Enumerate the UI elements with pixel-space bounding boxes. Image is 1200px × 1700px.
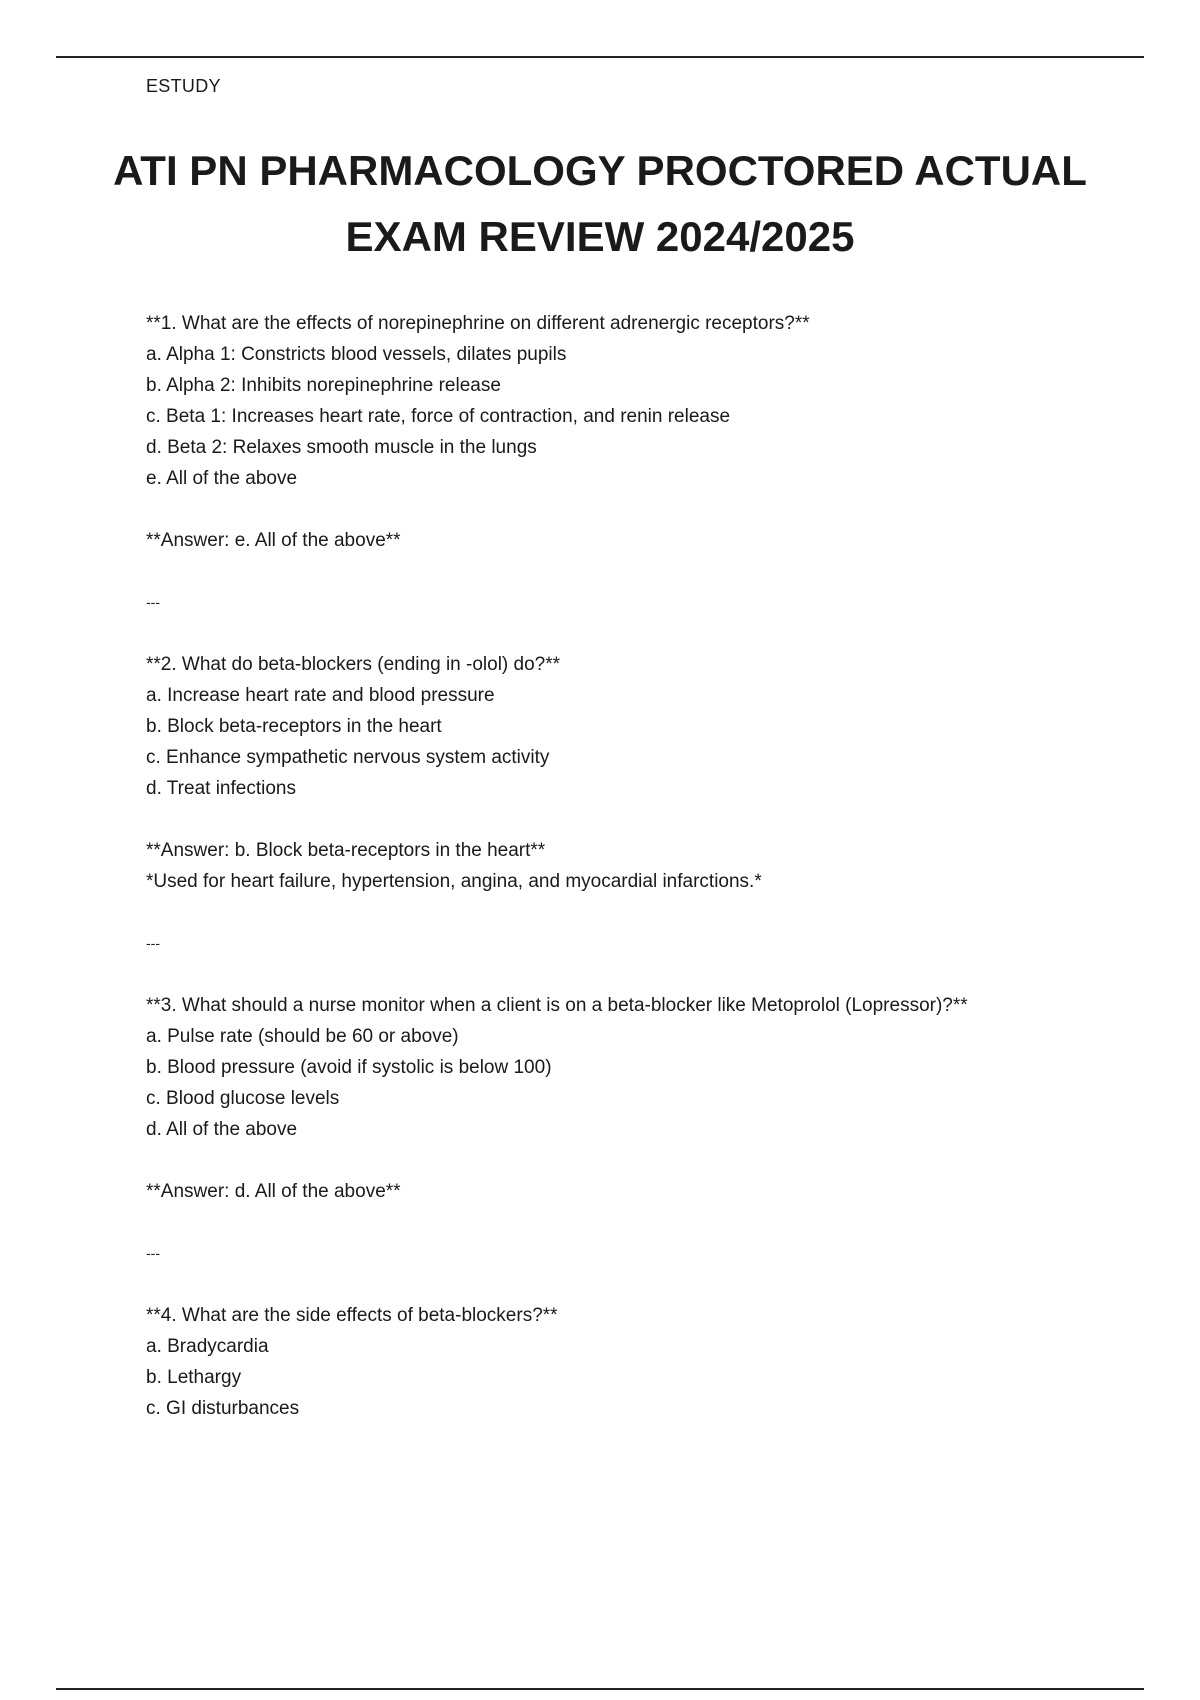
answer-option: d. All of the above (146, 1119, 298, 1140)
question-block-2 (146, 649, 1106, 990)
answer-option: e. All of the above (146, 468, 298, 489)
correct-answer: **Answer: b. Block beta-receptors in the heart** (146, 840, 546, 861)
title-line-1: ATI PN PHARMACOLOGY PROCTORED ACTUAL (113, 147, 1087, 194)
answer-option: a. Bradycardia (146, 1336, 269, 1357)
answer-option: b. Blood pressure (avoid if systolic is below 100) (146, 1057, 552, 1078)
question-block-4 (146, 1300, 1106, 1424)
answer-option: d. Treat infections (146, 778, 296, 799)
answer-option: d. Beta 2: Relaxes smooth muscle in the lungs (146, 437, 537, 458)
answer-option: a. Alpha 1: Constricts blood vessels, dilates pupils (146, 344, 567, 365)
answer-option: a. Increase heart rate and blood pressure (146, 685, 495, 706)
answer-note: *Used for heart failure, hypertension, angina, and myocardial infarctions.* (146, 871, 762, 892)
top-rule (56, 56, 1144, 58)
answer-option: c. Blood glucose levels (146, 1088, 340, 1109)
question-list (146, 308, 1106, 1424)
answer-option: b. Lethargy (146, 1367, 242, 1388)
question-block-3 (146, 990, 1106, 1300)
correct-answer: **Answer: e. All of the above** (146, 530, 401, 551)
answer-option: c. GI disturbances (146, 1398, 300, 1419)
answer-option: b. Block beta-receptors in the heart (146, 716, 442, 737)
answer-option: c. Enhance sympathetic nervous system activity (146, 747, 550, 768)
question-block-1 (146, 308, 1106, 649)
question-text: **2. What do beta-blockers (ending in -olol) do?** (146, 654, 561, 675)
answer-option: b. Alpha 2: Inhibits norepinephrine release (146, 375, 501, 396)
answer-option: a. Pulse rate (should be 60 or above) (146, 1026, 459, 1047)
separator: --- (146, 935, 160, 951)
question-text: **4. What are the side effects of beta-blockers?** (146, 1305, 558, 1326)
correct-answer: **Answer: d. All of the above** (146, 1181, 401, 1202)
bottom-rule (56, 1688, 1144, 1690)
header-label: ESTUDY (146, 76, 221, 96)
page-title (56, 138, 1144, 270)
separator: --- (146, 1245, 160, 1261)
question-text: **1. What are the effects of norepinephrine on different adrenergic receptors?** (146, 313, 810, 334)
answer-option: c. Beta 1: Increases heart rate, force of contraction, and renin release (146, 406, 731, 427)
question-text: **3. What should a nurse monitor when a client is on a beta-blocker like Metoprolol (Lopressor)?** (146, 995, 968, 1016)
title-line-2: EXAM REVIEW 2024/2025 (345, 213, 855, 260)
separator: --- (146, 594, 160, 610)
